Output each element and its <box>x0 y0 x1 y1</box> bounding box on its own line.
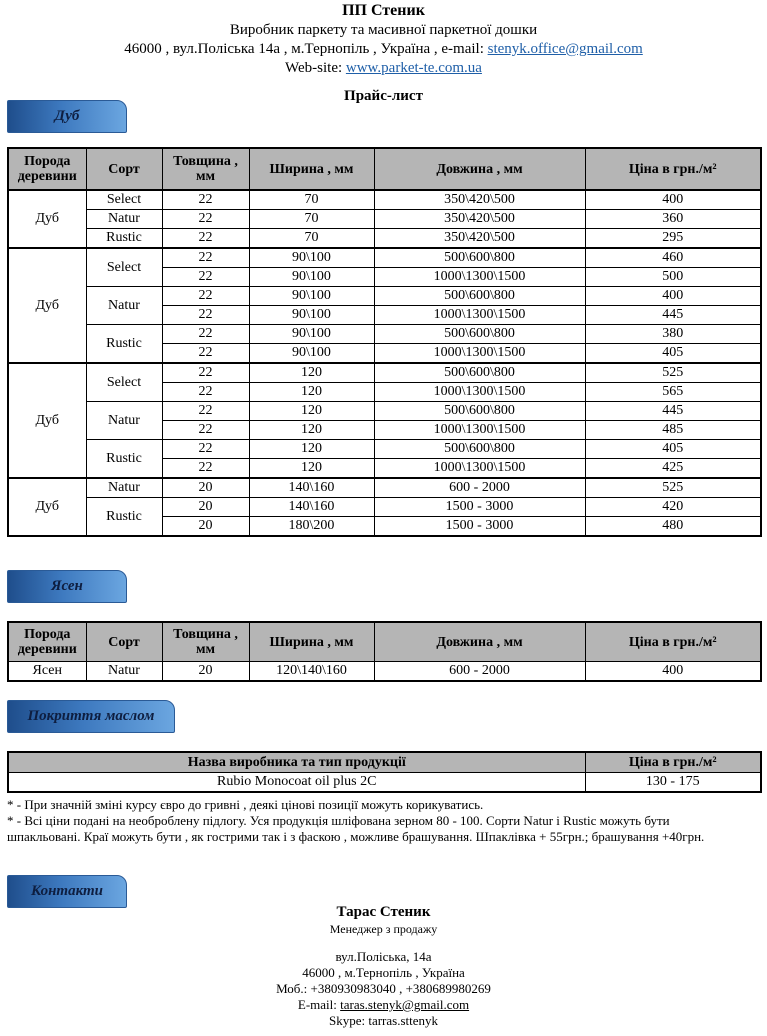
width-cell: 120 <box>249 421 374 440</box>
col-length: Довжина , мм <box>374 148 585 190</box>
length-cell: 500\600\800 <box>374 287 585 306</box>
oak-price-table <box>7 147 762 537</box>
col-grade: Сорт <box>86 148 162 190</box>
length-cell: 500\600\800 <box>374 363 585 383</box>
table-row <box>8 210 761 229</box>
section-tag-ash: Ясен <box>7 570 127 603</box>
col-species: Порода деревини <box>8 622 86 662</box>
thickness-cell: 22 <box>162 459 249 479</box>
website-line <box>0 59 767 78</box>
thickness-cell: 22 <box>162 229 249 249</box>
thickness-cell: 20 <box>162 498 249 517</box>
species-cell: Ясен <box>8 662 86 682</box>
price-cell: 400 <box>585 287 761 306</box>
grade-cell: Natur <box>86 402 162 440</box>
length-cell: 600 - 2000 <box>374 478 585 498</box>
price-cell: 425 <box>585 459 761 479</box>
oil-price-table <box>7 751 762 793</box>
grade-cell: Rustic <box>86 498 162 537</box>
length-cell: 350\420\500 <box>374 229 585 249</box>
notes-block <box>7 797 727 845</box>
grade-cell: Select <box>86 248 162 287</box>
width-cell: 70 <box>249 210 374 229</box>
length-cell: 1000\1300\1500 <box>374 421 585 440</box>
contact-skype: Skype: tarras.sttenyk <box>328 1013 439 1028</box>
width-cell: 120 <box>249 383 374 402</box>
length-cell: 500\600\800 <box>374 248 585 268</box>
contact-address2: 46000 , м.Тернопіль , Україна <box>302 965 465 980</box>
width-cell: 90\100 <box>249 268 374 287</box>
col-thickness: Товщина , мм <box>162 148 249 190</box>
price-cell: 445 <box>585 306 761 325</box>
length-cell: 1000\1300\1500 <box>374 383 585 402</box>
thickness-cell: 22 <box>162 440 249 459</box>
length-cell: 1500 - 3000 <box>374 498 585 517</box>
price-cell: 500 <box>585 268 761 287</box>
contact-email-link[interactable]: taras.stenyk@gmail.com <box>340 997 470 1012</box>
thickness-cell: 22 <box>162 344 249 364</box>
length-cell: 500\600\800 <box>374 325 585 344</box>
price-cell: 525 <box>585 363 761 383</box>
width-cell: 90\100 <box>249 344 374 364</box>
thickness-cell: 20 <box>162 517 249 537</box>
thickness-cell: 20 <box>162 662 249 682</box>
note-currency: * - При значній зміні курсу євро до гривні , деякі цінові позиції можуть корикуватись. <box>7 797 484 812</box>
thickness-cell: 22 <box>162 268 249 287</box>
price-cell: 405 <box>585 344 761 364</box>
table-header-row <box>8 752 761 773</box>
length-cell: 1000\1300\1500 <box>374 344 585 364</box>
grade-cell: Natur <box>86 478 162 498</box>
table-row <box>8 773 761 793</box>
col-width: Ширина , мм <box>249 148 374 190</box>
price-cell: 565 <box>585 383 761 402</box>
table-row <box>8 229 761 249</box>
width-cell: 120 <box>249 402 374 421</box>
section-tag-oil: Покриття маслом <box>7 700 175 733</box>
species-cell: Дуб <box>8 190 86 248</box>
grade-cell: Select <box>86 190 162 210</box>
width-cell: 140\160 <box>249 478 374 498</box>
contacts-block <box>0 903 767 1029</box>
width-cell: 90\100 <box>249 248 374 268</box>
col-thickness: Товщина , мм <box>162 622 249 662</box>
table-row <box>8 478 761 498</box>
table-row <box>8 190 761 210</box>
price-cell: 445 <box>585 402 761 421</box>
thickness-cell: 22 <box>162 190 249 210</box>
width-cell: 180\200 <box>249 517 374 537</box>
document-header <box>0 0 767 78</box>
thickness-cell: 22 <box>162 248 249 268</box>
contact-name: Тарас Стеник <box>336 904 431 920</box>
length-cell: 350\420\500 <box>374 210 585 229</box>
grade-cell: Natur <box>86 662 162 682</box>
price-cell: 525 <box>585 478 761 498</box>
thickness-cell: 22 <box>162 325 249 344</box>
thickness-cell: 22 <box>162 363 249 383</box>
price-cell: 130 - 175 <box>585 773 761 793</box>
contact-email-line <box>0 997 767 1013</box>
table-row <box>8 498 761 517</box>
company-subtitle: Виробник паркету та масивної паркетної дошки <box>229 22 538 38</box>
col-price: Ціна в грн./м² <box>585 752 761 773</box>
thickness-cell: 22 <box>162 287 249 306</box>
contact-role: Менеджер з продажу <box>329 922 438 936</box>
company-name: ПП Стеник <box>342 2 425 19</box>
email-link[interactable]: stenyk.office@gmail.com <box>487 41 643 57</box>
price-cell: 400 <box>585 662 761 682</box>
ash-price-table <box>7 621 762 682</box>
grade-cell: Natur <box>86 210 162 229</box>
width-cell: 70 <box>249 229 374 249</box>
col-price: Ціна в грн./м² <box>585 622 761 662</box>
thickness-cell: 22 <box>162 421 249 440</box>
width-cell: 90\100 <box>249 306 374 325</box>
species-cell: Дуб <box>8 248 86 363</box>
price-cell: 400 <box>585 190 761 210</box>
length-cell: 500\600\800 <box>374 440 585 459</box>
spacer <box>0 937 767 949</box>
width-cell: 90\100 <box>249 287 374 306</box>
price-cell: 420 <box>585 498 761 517</box>
contact-phones: Моб.: +380930983040 , +380689980269 <box>276 981 491 996</box>
species-cell: Дуб <box>8 363 86 478</box>
table-row <box>8 402 761 421</box>
col-width: Ширина , мм <box>249 622 374 662</box>
section-tag-oak: Дуб <box>7 100 127 133</box>
price-cell: 360 <box>585 210 761 229</box>
pricelist-title: Прайс-лист <box>344 88 423 104</box>
note-finish: * - Всі ціни подані на необроблену підлогу. Уся продукція шліфована зерном 80 - 100. Сорти Natur і Rustic можуть бути шпакльовані. Краї можуть бути , як гострими так і з фаскою , можливе брашування. Шпаклівка + 55грн.; брашування +40грн. <box>7 813 705 844</box>
col-product-name: Назва виробника та тип продукції <box>8 752 585 773</box>
col-grade: Сорт <box>86 622 162 662</box>
thickness-cell: 20 <box>162 478 249 498</box>
width-cell: 120 <box>249 440 374 459</box>
table-header-row <box>8 148 761 190</box>
price-cell: 480 <box>585 517 761 537</box>
length-cell: 350\420\500 <box>374 190 585 210</box>
table-row <box>8 440 761 459</box>
width-cell: 140\160 <box>249 498 374 517</box>
table-row <box>8 662 761 682</box>
contact-email-label: E-mail: <box>297 997 341 1012</box>
section-tag-contacts: Контакти <box>7 875 127 908</box>
website-label: Web-site: <box>285 60 346 76</box>
width-cell: 70 <box>249 190 374 210</box>
length-cell: 1000\1300\1500 <box>374 268 585 287</box>
price-cell: 380 <box>585 325 761 344</box>
contact-address1: вул.Поліська, 14а <box>335 949 432 964</box>
price-cell: 295 <box>585 229 761 249</box>
grade-cell: Natur <box>86 287 162 325</box>
species-cell: Дуб <box>8 478 86 536</box>
table-row <box>8 287 761 306</box>
width-cell: 120\140\160 <box>249 662 374 682</box>
width-cell: 120 <box>249 363 374 383</box>
grade-cell: Rustic <box>86 325 162 364</box>
length-cell: 1500 - 3000 <box>374 517 585 537</box>
grade-cell: Select <box>86 363 162 402</box>
address-text: 46000 , вул.Поліська 14а , м.Тернопіль , Україна , e-mail: <box>124 41 488 57</box>
product-name-cell: Rubio Monocoat oil plus 2C <box>8 773 585 793</box>
length-cell: 1000\1300\1500 <box>374 459 585 479</box>
website-link[interactable]: www.parket-te.com.ua <box>345 60 482 76</box>
table-row <box>8 248 761 268</box>
grade-cell: Rustic <box>86 440 162 479</box>
thickness-cell: 22 <box>162 210 249 229</box>
length-cell: 1000\1300\1500 <box>374 306 585 325</box>
length-cell: 600 - 2000 <box>374 662 585 682</box>
thickness-cell: 22 <box>162 402 249 421</box>
price-cell: 460 <box>585 248 761 268</box>
table-row <box>8 363 761 383</box>
price-cell: 485 <box>585 421 761 440</box>
width-cell: 120 <box>249 459 374 479</box>
table-header-row <box>8 622 761 662</box>
table-row <box>8 325 761 344</box>
col-species: Порода деревини <box>8 148 86 190</box>
thickness-cell: 22 <box>162 383 249 402</box>
length-cell: 500\600\800 <box>374 402 585 421</box>
thickness-cell: 22 <box>162 306 249 325</box>
address-line <box>0 40 767 59</box>
price-cell: 405 <box>585 440 761 459</box>
col-price: Ціна в грн./м² <box>585 148 761 190</box>
grade-cell: Rustic <box>86 229 162 249</box>
width-cell: 90\100 <box>249 325 374 344</box>
col-length: Довжина , мм <box>374 622 585 662</box>
